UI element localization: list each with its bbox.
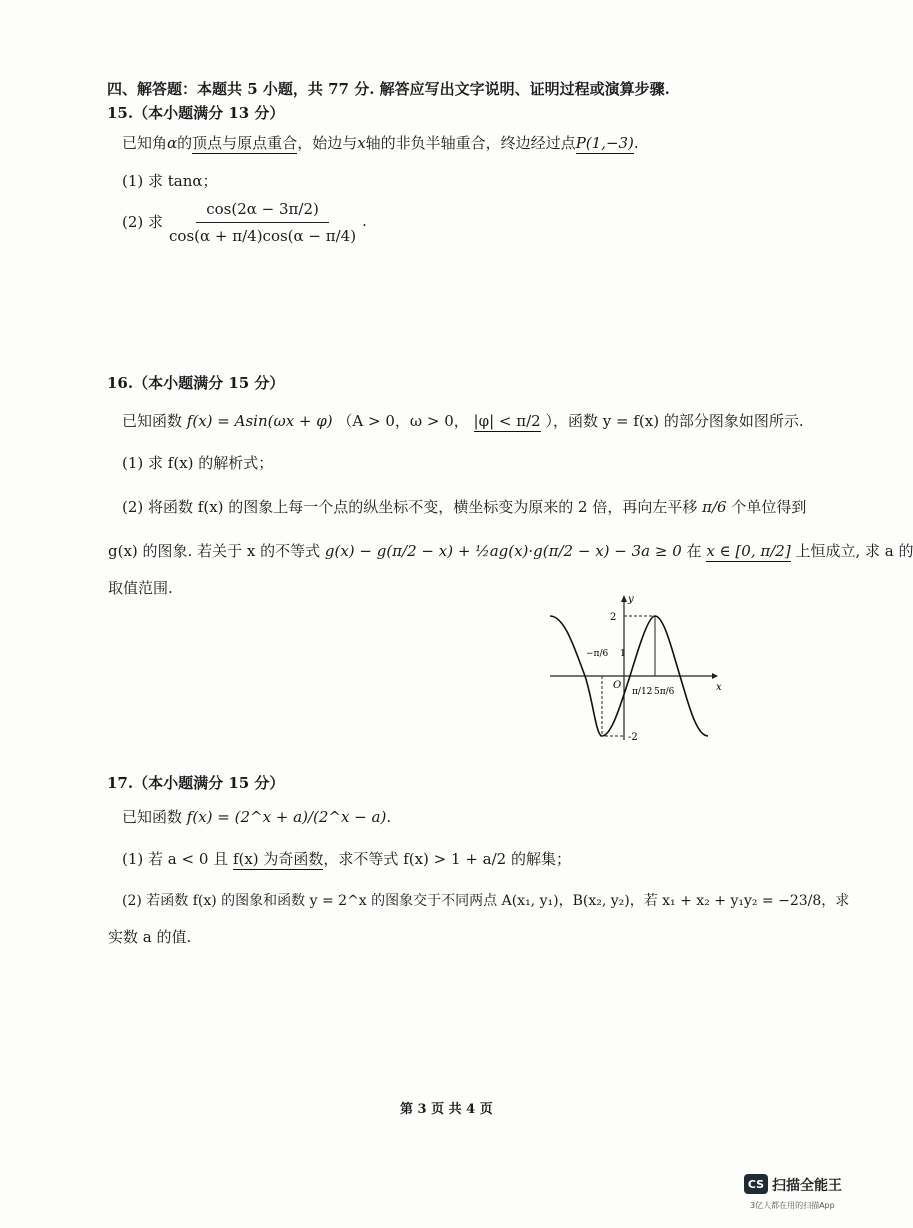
graph-y-max: 2 xyxy=(610,612,617,623)
q17-part1: (1) 若 a < 0 且 f(x) 为奇函数，求不等式 f(x) > 1 + a/2 的解集； xyxy=(122,850,571,868)
q15-fraction: $\frac{\cos(2\alpha - 3\pi/2)}{\cos(\alpha + \pi/4)\cos(\alpha - \pi/4)}$ xyxy=(169,200,357,245)
graph-tick-pos2: 5π/6 xyxy=(654,687,675,697)
q16-stem: 已知函数 f(x) = Asin(ωx + φ) （A > 0，ω > 0， |φ| < π/2 ），函数 y = f(x) 的部分图象如图所示. xyxy=(122,412,804,430)
page-footer: 第 3 页 共 4 页 xyxy=(400,1102,493,1117)
x-axis-arrow xyxy=(712,673,718,679)
graph-tick-neg: −π/6 xyxy=(586,649,609,659)
y-axis-arrow xyxy=(621,595,627,602)
q16-part2-line3: 取值范围. xyxy=(108,579,173,597)
graph-tick-pos1: π/12 xyxy=(632,687,653,697)
watermark-sub: 3亿人都在用的扫描App xyxy=(750,1201,835,1210)
graph-handwritten-note: 1 xyxy=(620,649,626,659)
q15-title: 15.（本小题满分 13 分） xyxy=(107,104,285,122)
graph-y-label: y xyxy=(628,594,634,605)
q16-part2-line1: (2) 将函数 f(x) 的图象上每一个点的纵坐标不变，横坐标变为原来的 2 倍，再向左平移 π/6 个单位得到 xyxy=(122,498,807,516)
graph-y-min: -2 xyxy=(628,732,638,743)
graph-x-label: x xyxy=(716,682,722,693)
q16-part2-line2: g(x) 的图象. 若关于 x 的不等式 g(x) − g(π/2 − x) + ½ag(x)·g(π/2 − x) − 3a ≥ 0 在 x ∈ [0, π/2] 上恒成立, 求 a 的 xyxy=(108,542,913,560)
q15-part2: (2) 求 $\frac{\cos(2\alpha - 3\pi/2)}{\cos(\alpha + \pi/4)\cos(\alpha - \pi/4)}$ . xyxy=(122,200,367,245)
camscanner-logo-icon: CS xyxy=(744,1174,768,1194)
watermark-name: 扫描全能王 xyxy=(772,1178,842,1194)
section-header: 四、解答题：本题共 5 小题，共 77 分. 解答应写出文字说明、证明过程或演算步骤. xyxy=(107,80,670,98)
q16-interval: x ∈ [0, π/2] xyxy=(706,542,791,560)
q17-part2-line2: 实数 a 的值. xyxy=(108,928,192,946)
graph-origin: O xyxy=(613,680,622,691)
q17-stem: 已知函数 f(x) = (2^x + a)/(2^x − a). xyxy=(122,808,392,826)
q16-graph xyxy=(540,590,730,750)
q16-part1: (1) 求 f(x) 的解析式； xyxy=(122,454,274,472)
q17-part2-line1: (2) 若函数 f(x) 的图象和函数 y = 2^x 的图象交于不同两点 A(x₁, y₁)，B(x₂, y₂)，若 x₁ + x₂ + y₁y₂ = −23/8，求 xyxy=(122,893,850,909)
q17-title: 17.（本小题满分 15 分） xyxy=(107,774,285,792)
q15-underline-vertex: 顶点与原点重合 xyxy=(192,134,298,152)
q17-odd-function: f(x) 为奇函数 xyxy=(232,850,324,868)
q16-phi-condition: |φ| < π/2 xyxy=(473,412,541,430)
q15-point: P(1,−3) xyxy=(575,134,634,152)
q15-stem: 已知角α的顶点与原点重合，始边与x轴的非负半轴重合，终边经过点P(1,−3). xyxy=(122,134,639,152)
q16-title: 16.（本小题满分 15 分） xyxy=(107,374,285,392)
q15-part1: (1) 求 tanα； xyxy=(122,172,218,190)
